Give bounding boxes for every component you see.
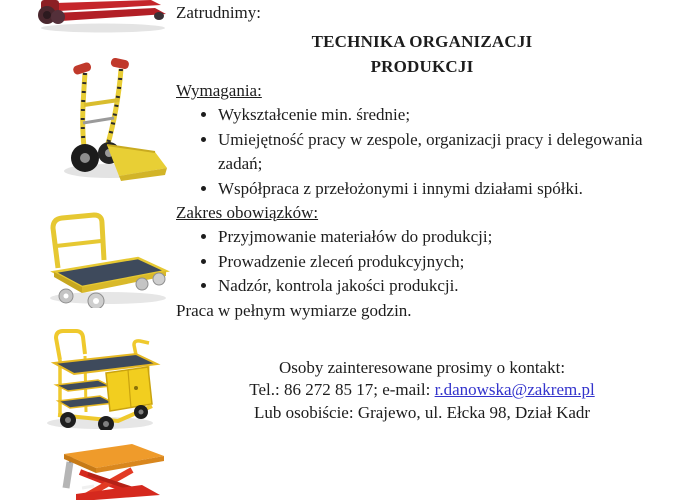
- contact-phone-line: [176, 379, 668, 402]
- contact-block: [176, 357, 668, 425]
- scissor-lift-image: [36, 442, 168, 500]
- contact-phone-prefix: Tel.: 86 272 85 17; e-mail:: [249, 380, 435, 399]
- duty-item: • Prowadzenie zleceń produkcyjnych;: [218, 250, 664, 275]
- contact-address: Lub osobiście: Grajewo, ul. Ełcka 98, Dział Kadr: [253, 402, 591, 422]
- requirements-heading: Wymagania:: [176, 81, 262, 100]
- document-body: [176, 0, 668, 424]
- job-title: [176, 29, 668, 79]
- job-title-line2: PRODUKCJI: [370, 57, 474, 76]
- contact-intro: Osoby zainteresowane prosimy o kontakt:: [278, 357, 566, 377]
- duty-item: • Przyjmowanie materiałów do produkcji;: [218, 225, 664, 250]
- requirement-item: • Współpraca z przełożonymi i innymi działami spółki.: [218, 177, 664, 202]
- duties-heading: Zakres obowiązków:: [176, 203, 319, 222]
- duties-list: [176, 225, 664, 299]
- equipment-image-column: [0, 0, 175, 500]
- shelf-service-cart-image: [40, 328, 165, 430]
- hand-truck-image: [55, 57, 170, 182]
- requirements-list: [176, 103, 664, 201]
- contact-email-link[interactable]: r.danowska@zakrem.pl: [434, 380, 595, 399]
- duty-item: • Nadzór, kontrola jakości produkcji.: [218, 274, 664, 299]
- job-title-line1: TECHNIKA ORGANIZACJI: [311, 32, 533, 51]
- hiring-intro: Zatrudnimy:: [176, 3, 261, 22]
- requirement-item: • Umiejętność pracy w zespole, organizacji pracy i delegowania zadań;: [218, 128, 664, 177]
- pallet-truck-image: [33, 0, 170, 33]
- employment-note: Praca w pełnym wymiarze godzin.: [176, 300, 412, 320]
- platform-cart-image: [40, 210, 170, 308]
- requirement-item: • Wykształcenie min. średnie;: [218, 103, 664, 128]
